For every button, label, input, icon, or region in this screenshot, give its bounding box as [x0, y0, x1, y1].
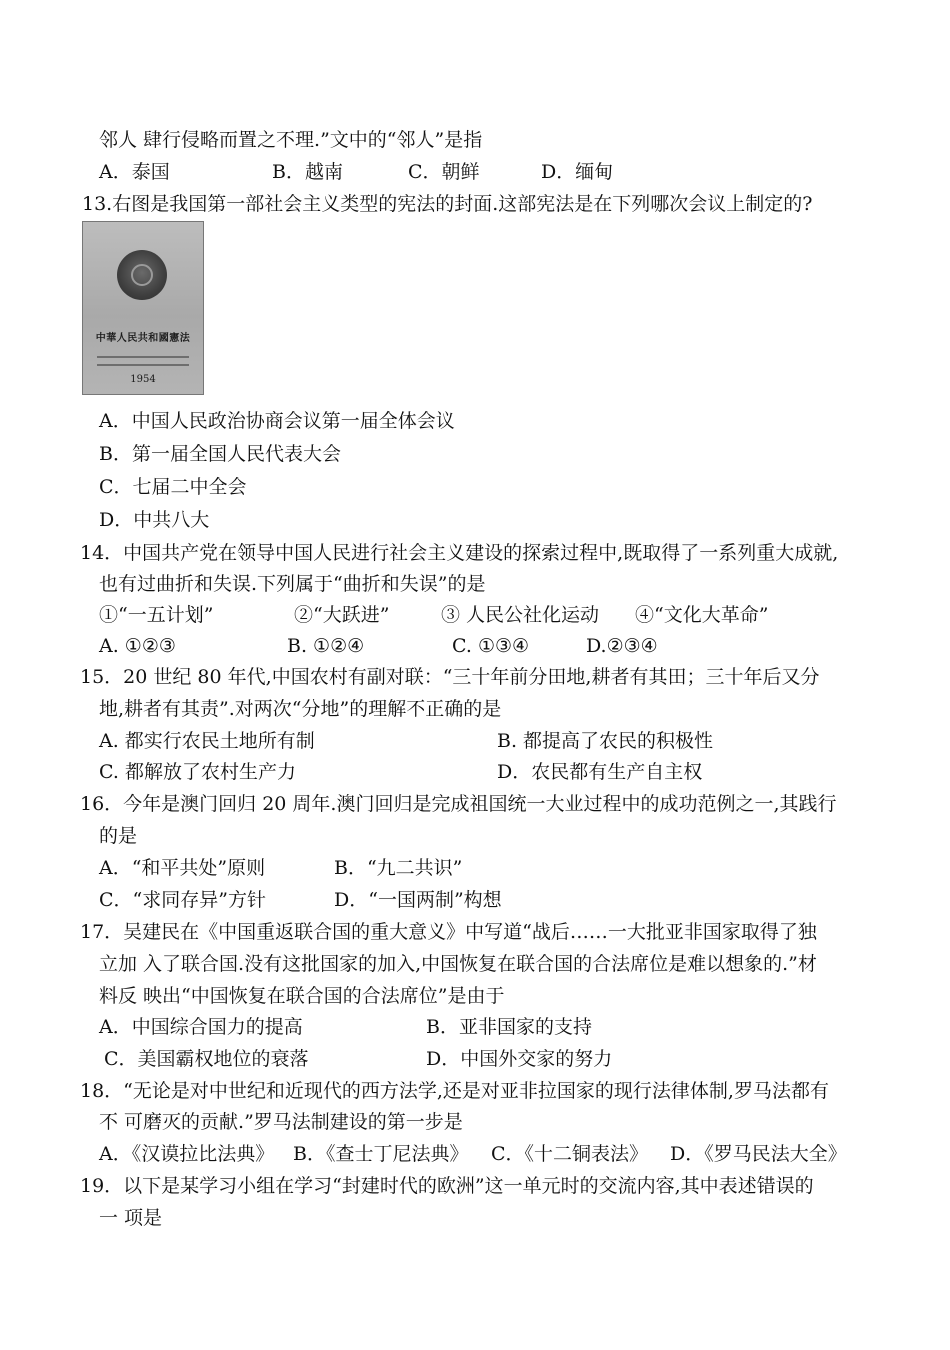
constitution-cover-image — [82, 221, 204, 395]
q14-item-3: ③ 人民公社化运动 — [441, 604, 600, 626]
q16-stem-line1: 16．今年是澳门回归 20 周年.澳门回归是完成祖国统一大业过程中的成功范例之一,其践行 — [80, 793, 837, 815]
q16-option-b: B．“九二共识” — [334, 857, 463, 879]
q12-stem-tail: 邻人 肆行侵略而置之不理.”文中的“邻人”是指 — [99, 129, 483, 151]
q15-stem-line1: 15．20 世纪 80 年代,中国农村有副对联：“三十年前分田地,耕者有其田；三十年后又分 — [80, 666, 820, 688]
q14-option-c: C. ①③④ — [452, 635, 530, 657]
q14-item-1: ①“一五计划” — [99, 604, 214, 626]
q14-option-a: A. ①②③ — [99, 635, 176, 657]
q18-option-b: B．《查士丁尼法典》 — [293, 1143, 469, 1165]
q12-option-d: D．缅甸 — [541, 161, 614, 183]
q14-item-2: ②“大跃进” — [294, 604, 390, 626]
q18-option-a: A．《汉谟拉比法典》 — [99, 1143, 275, 1165]
q19-stem-line2: 一 项是 — [99, 1207, 163, 1229]
q19-stem-line1: 19．以下是某学习小组在学习“封建时代的欧洲”这一单元时的交流内容,其中表述错误的 — [80, 1175, 814, 1197]
q17-stem-line2: 立加 入了联合国.没有这批国家的加入,中国恢复在联合国的合法席位是难以想象的.”材 — [99, 953, 817, 975]
q17-option-d: D．中国外交家的努力 — [426, 1048, 613, 1070]
q14-option-d: D.②③④ — [586, 635, 658, 657]
q13-option-a: A．中国人民政治协商会议第一届全体会议 — [99, 410, 455, 432]
q14-option-b: B. ①②④ — [287, 635, 365, 657]
q16-stem-line2: 的是 — [99, 825, 138, 847]
national-emblem-icon — [117, 250, 167, 300]
q17-stem-line1: 17．吴建民在《中国重返联合国的重大意义》中写道“战后……一大批亚非国家取得了独 — [80, 921, 817, 943]
q16-option-a: A．“和平共处”原则 — [99, 857, 266, 879]
q13-option-c: C．七届二中全会 — [99, 476, 247, 498]
q17-stem-line3: 料反 映出“中国恢复在联合国的合法席位”是由于 — [99, 985, 505, 1007]
q18-option-d: D．《罗马民法大全》 — [670, 1143, 847, 1165]
q14-stem-line2: 也有过曲折和失误.下列属于“曲折和失误”的是 — [99, 573, 486, 595]
q15-option-b: B. 都提高了农民的积极性 — [497, 730, 714, 752]
q12-option-b: B．越南 — [272, 161, 343, 183]
q18-stem-line2: 不 可磨灭的贡献.”罗马法制建设的第一步是 — [99, 1111, 463, 1133]
q12-option-a: A．泰国 — [99, 161, 170, 183]
q12-option-c: C．朝鲜 — [408, 161, 480, 183]
q16-option-c: C．“求同存异”方针 — [99, 889, 266, 911]
q15-stem-line2: 地,耕者有其责”.对两次“分地”的理解不正确的是 — [99, 698, 502, 720]
q17-option-c: C．美国霸权地位的衰落 — [104, 1048, 309, 1070]
q15-option-c: C. 都解放了农村生产力 — [99, 761, 296, 783]
cover-subtitle-line — [97, 364, 189, 366]
q17-option-a: A．中国综合国力的提高 — [99, 1016, 303, 1038]
q18-option-c: C．《十二铜表法》 — [491, 1143, 649, 1165]
q16-option-d: D．“一国两制”构想 — [334, 889, 502, 911]
q15-option-d: D．农民都有生产自主权 — [497, 761, 703, 783]
q17-option-b: B．亚非国家的支持 — [426, 1016, 592, 1038]
cover-year: 1954 — [130, 374, 156, 385]
cover-subtitle-line — [97, 356, 189, 358]
q13-stem: 13.右图是我国第一部社会主义类型的宪法的封面.这部宪法是在下列哪次会议上制定的? — [82, 193, 813, 215]
q13-option-b: B．第一届全国人民代表大会 — [99, 443, 341, 465]
q13-option-d: D．中共八大 — [99, 509, 210, 531]
q14-stem-line1: 14．中国共产党在领导中国人民进行社会主义建设的探索过程中,既取得了一系列重大成就, — [80, 542, 839, 564]
q15-option-a: A. 都实行农民土地所有制 — [99, 730, 315, 752]
q14-item-4: ④“文化大革命” — [635, 604, 769, 626]
q18-stem-line1: 18．“无论是对中世纪和近现代的西方法学,还是对亚非拉国家的现行法律体制,罗马法都有 — [80, 1080, 829, 1102]
cover-title: 中華人民共和國憲法 — [95, 333, 191, 344]
